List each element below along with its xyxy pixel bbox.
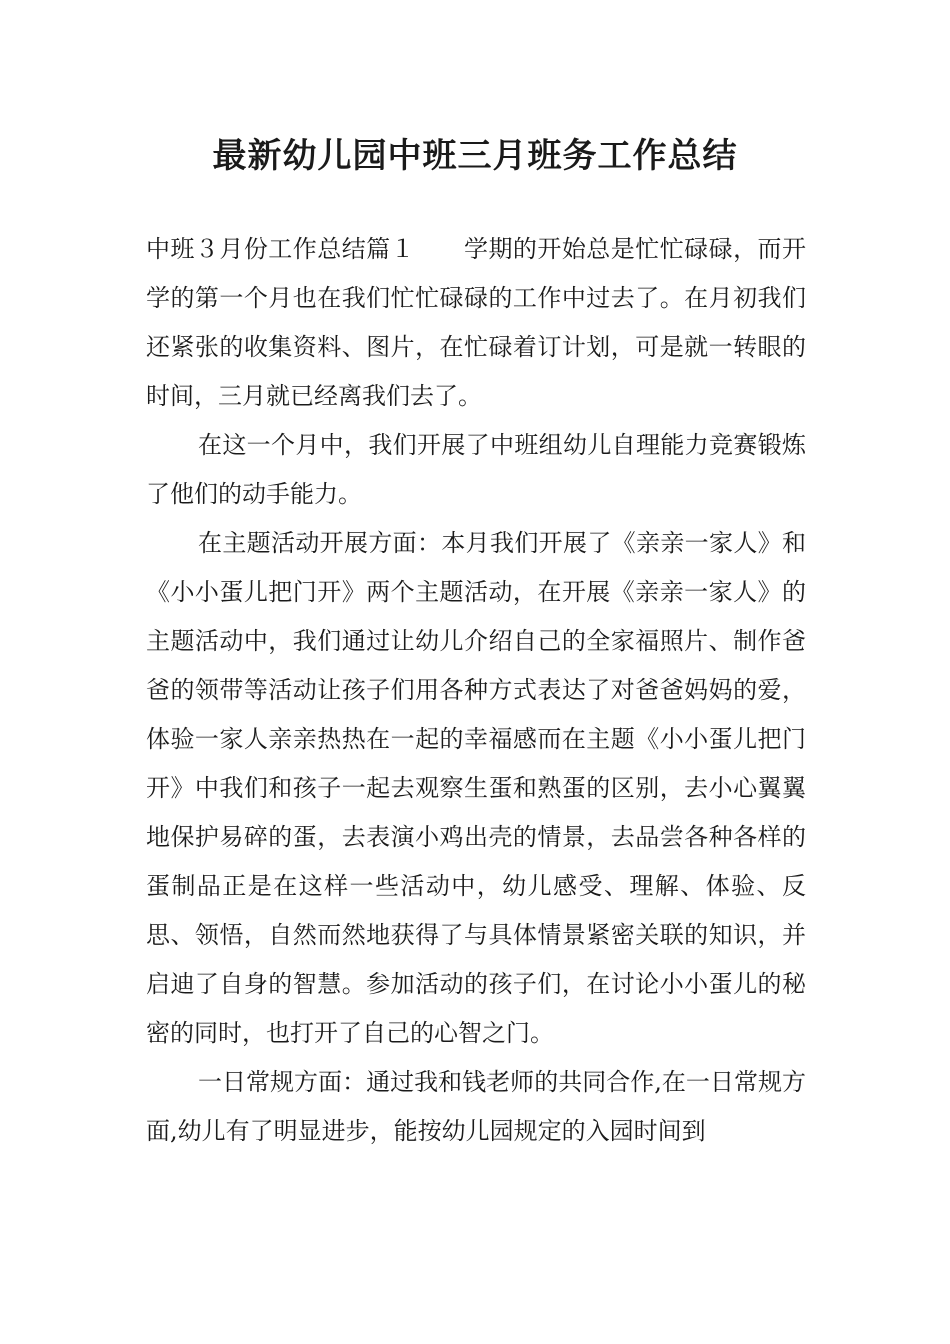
document-body [146,225,806,1156]
paragraph-daily-routine: 一日常规方面：通过我和钱老师的共同合作,在一日常规方面,幼儿有了明显进步，能按幼儿园规定的入园时间到 [146,1068,806,1145]
document-title: 最新幼儿园中班三月班务工作总结 [212,136,738,176]
paragraph-theme-activities: 在主题活动开展方面：本月我们开展了《亲亲一家人》和《小小蛋儿把门开》两个主题活动，在开展《亲亲一家人》的主题活动中，我们通过让幼儿介绍自己的全家福照片、制作爸爸的领带等活动让孩子们用各种方式表达了对爸爸妈妈的爱，体验一家人亲亲热热在一起的幸福感而在主题《小小蛋儿把门开》中我们和孩子一起去观察生蛋和熟蛋的区别，去小心翼翼地保护易碎的蛋，去表演小鸡出壳的情景，去品尝各种各样的蛋制品正是在这样一些活动中，幼儿感受、理解、体验、反思、领悟，自然而然地获得了与具体情景紧密关联的知识，并启迪了自身的智慧。参加活动的孩子们，在讨论小小蛋儿的秘密的同时，也打开了自己的心智之门。 [146,529,806,1047]
paragraph-intro: 中班３月份工作总结篇１ 学期的开始总是忙忙碌碌，而开学的第一个月也在我们忙忙碌碌的工作中过去了。在月初我们还紧张的收集资料、图片，在忙碌着订计划，可是就一转眼的时间，三月就已经离我们去了。 [146,235,806,410]
paragraph-competition: 在这一个月中，我们开展了中班组幼儿自理能力竞赛锻炼了他们的动手能力。 [146,431,806,508]
